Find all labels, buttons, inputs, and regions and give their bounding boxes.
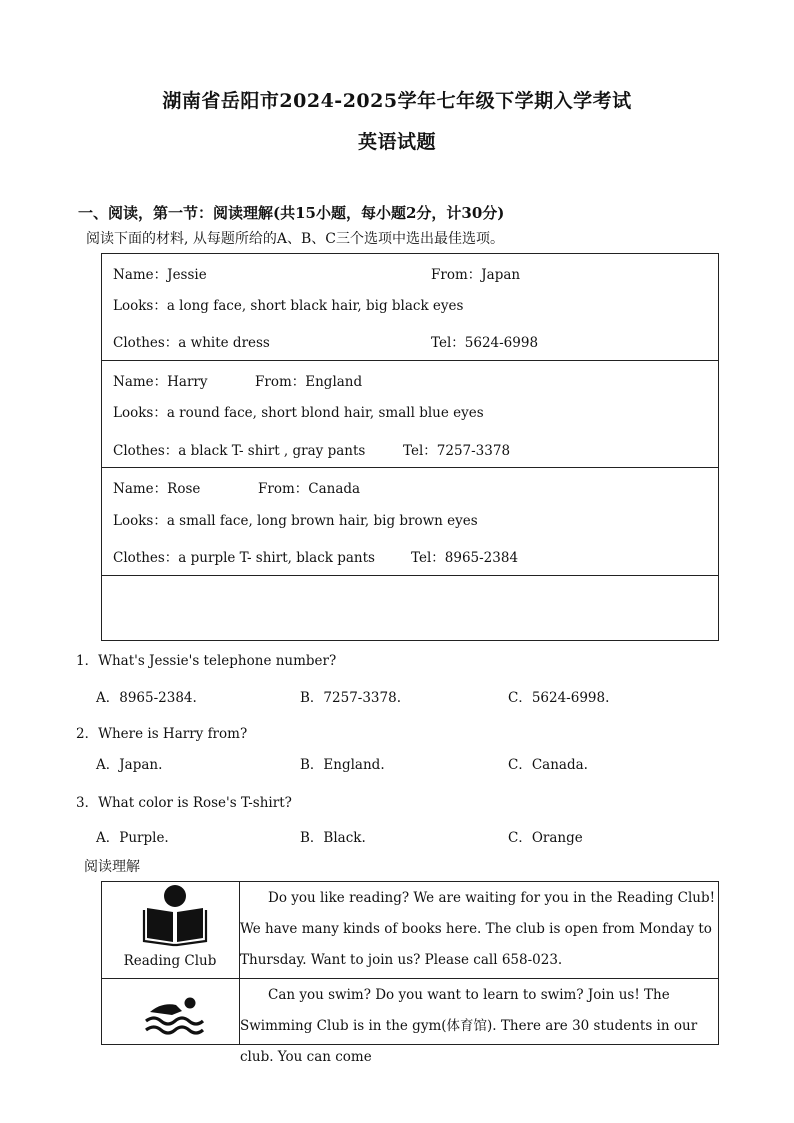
option-b: B．7257-3378. xyxy=(300,690,401,706)
table-divider xyxy=(101,467,719,468)
profile-clothes: Clothes：a white dress xyxy=(113,335,270,351)
option-a: A．Purple. xyxy=(96,830,169,846)
table-divider xyxy=(101,360,719,361)
reading-label: 阅读理解 xyxy=(84,859,140,875)
profile-from: From：Canada xyxy=(258,481,361,497)
profile-tel: Tel：8965-2384 xyxy=(411,550,519,566)
swimmer-icon xyxy=(142,995,208,1035)
section-instruction: 阅读下面的材料, 从每题所给的A、B、C三个选项中选出最佳选项。 xyxy=(86,231,505,247)
option-b: B．England. xyxy=(300,757,385,773)
profile-tel: Tel：7257-3378 xyxy=(403,443,511,459)
option-c: C．Canada. xyxy=(508,757,588,773)
table-divider xyxy=(101,575,719,576)
option-c: C．Orange xyxy=(508,830,583,846)
club-description: Do you like reading? We are waiting for you in the Reading Club! We have many kinds of books here. The club is open from Monday to Thursday. Want to join us? Please call 658-023. xyxy=(240,890,716,968)
profile-looks: Looks：a small face, long brown hair, big brown eyes xyxy=(113,513,478,529)
option-c: C．5624-6998. xyxy=(508,690,610,706)
profile-name: Name：Jessie xyxy=(113,267,207,283)
section-heading: 一、阅读，第一节：阅读理解(共15小题，每小题2分，计30分) xyxy=(78,204,505,222)
profile-clothes: Clothes：a purple T- shirt, black pants xyxy=(113,550,375,566)
profile-from: From：Japan xyxy=(431,267,521,283)
page-subtitle: 英语试题 xyxy=(357,131,436,153)
profile-tel: Tel：5624-6998 xyxy=(431,335,539,351)
profile-looks: Looks：a round face, short blond hair, small blue eyes xyxy=(113,405,484,421)
profile-name: Name：Rose xyxy=(113,481,201,497)
profile-from: From：England xyxy=(255,374,363,390)
profile-name: Name：Harry xyxy=(113,374,208,390)
option-b: B．Black. xyxy=(300,830,366,846)
option-a: A．8965-2384. xyxy=(96,690,197,706)
profile-clothes: Clothes：a black T- shirt , gray pants xyxy=(113,443,366,459)
page-title: 湖南省岳阳市2024-2025学年七年级下学期入学考试 xyxy=(162,90,632,112)
option-a: A．Japan. xyxy=(96,757,163,773)
profile-looks: Looks：a long face, short black hair, big black eyes xyxy=(113,298,464,314)
club-caption: Reading Club xyxy=(123,953,217,969)
question-stem: 1．What's Jessie's telephone number? xyxy=(76,653,337,669)
question-stem: 2．Where is Harry from? xyxy=(76,726,248,742)
reading-person-icon xyxy=(140,884,210,946)
table-divider xyxy=(101,978,719,979)
club-description: Can you swim? Do you want to learn to swim? Join us! The Swimming Club is in the gym(体育馆). There are 30 students in our club. You can come xyxy=(240,987,698,1065)
question-stem: 3．What color is Rose's T-shirt? xyxy=(76,795,292,811)
